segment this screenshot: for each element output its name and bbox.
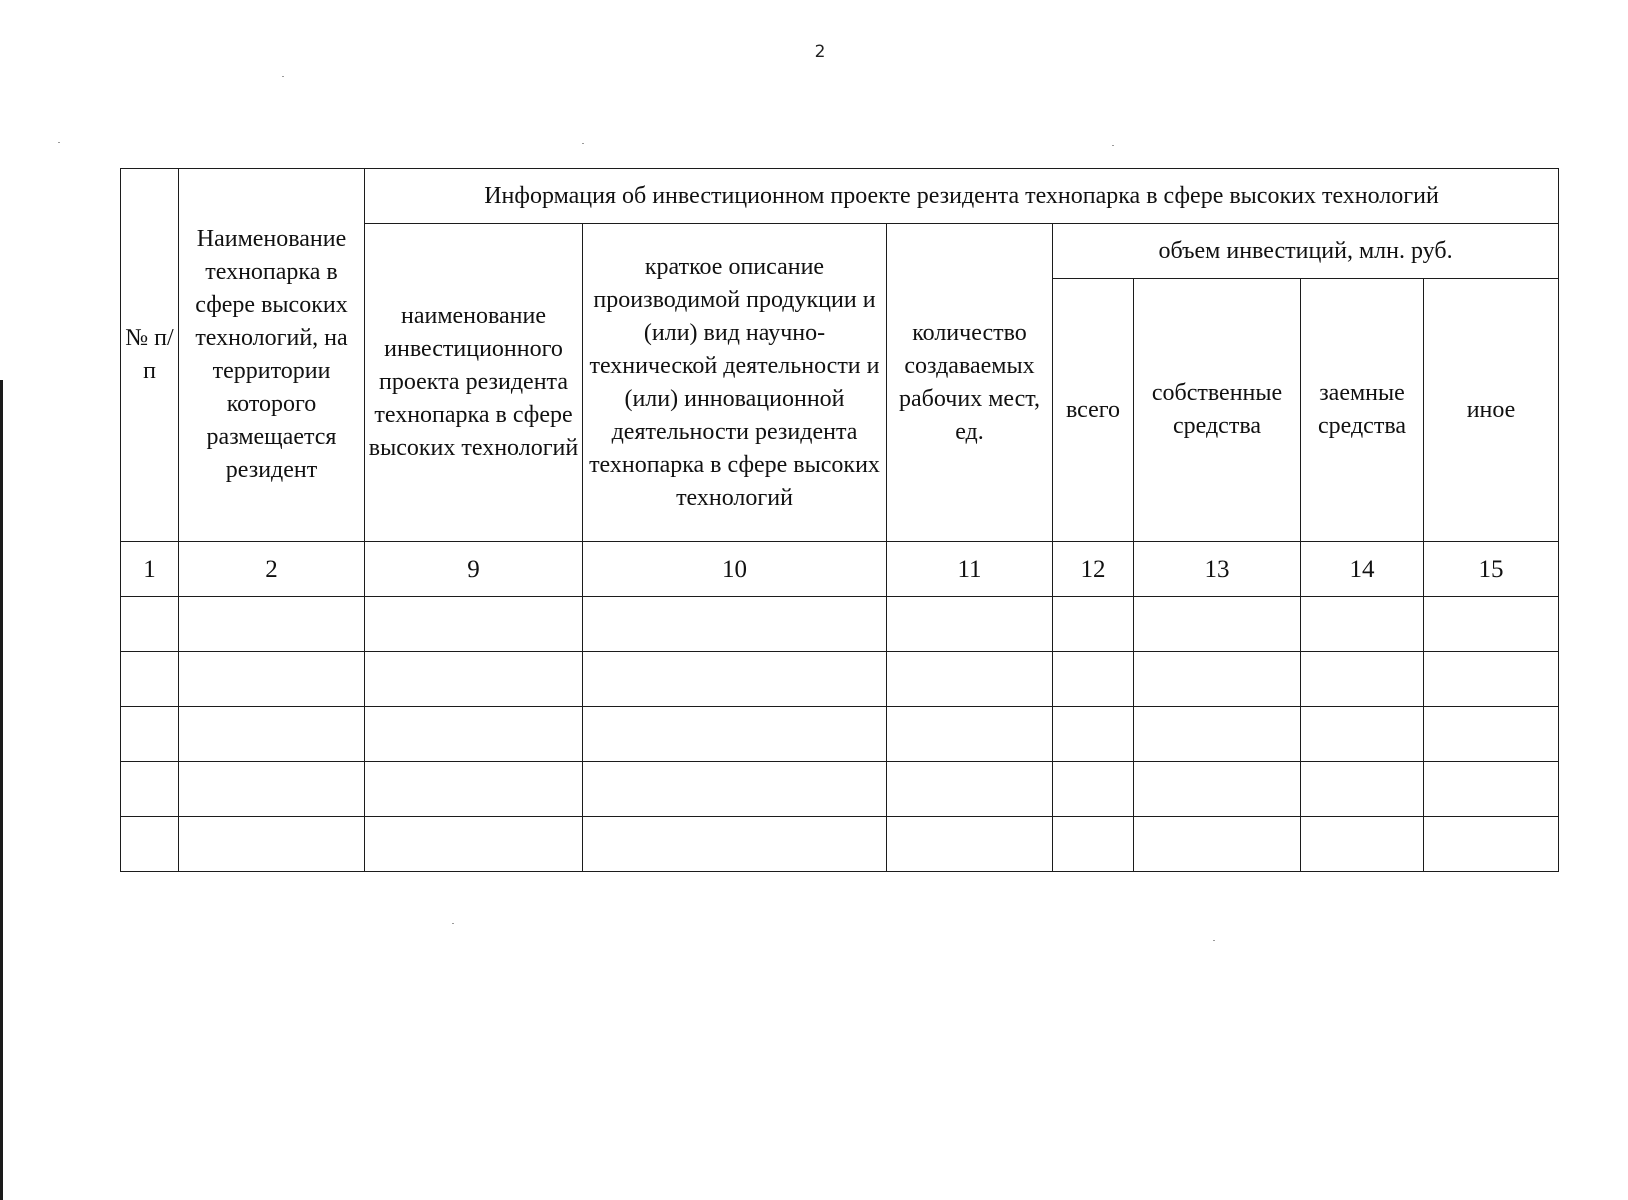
empty-cell [179, 762, 365, 817]
header-no: № п/п [121, 169, 179, 542]
empty-cell [583, 762, 887, 817]
scan-speck [1112, 145, 1114, 146]
scan-edge [0, 380, 3, 1200]
column-number: 2 [179, 542, 365, 597]
empty-cell [1134, 652, 1301, 707]
empty-cell [1053, 597, 1134, 652]
column-number: 15 [1424, 542, 1559, 597]
empty-cell [121, 652, 179, 707]
empty-cell [121, 817, 179, 872]
scan-speck [452, 923, 454, 924]
column-number: 12 [1053, 542, 1134, 597]
header-own-funds: собственные средства [1134, 279, 1301, 542]
resident-investment-table [120, 168, 1559, 872]
empty-cell [583, 707, 887, 762]
empty-table-row [121, 707, 1559, 762]
empty-cell [1301, 762, 1424, 817]
empty-cell [1301, 817, 1424, 872]
empty-cell [365, 597, 583, 652]
empty-cell [1301, 652, 1424, 707]
header-other: иное [1424, 279, 1559, 542]
empty-cell [121, 762, 179, 817]
empty-cell [583, 597, 887, 652]
column-number: 14 [1301, 542, 1424, 597]
empty-cell [887, 707, 1053, 762]
empty-cell [179, 597, 365, 652]
column-number: 13 [1134, 542, 1301, 597]
empty-cell [179, 707, 365, 762]
empty-cell [1134, 707, 1301, 762]
empty-cell [1134, 597, 1301, 652]
empty-cell [887, 817, 1053, 872]
empty-table-row [121, 597, 1559, 652]
empty-cell [365, 762, 583, 817]
empty-cell [365, 817, 583, 872]
empty-cell [1424, 652, 1559, 707]
empty-cell [365, 652, 583, 707]
empty-cell [179, 817, 365, 872]
empty-cell [1424, 597, 1559, 652]
empty-cell [121, 707, 179, 762]
empty-rows [121, 597, 1559, 872]
empty-table-row [121, 817, 1559, 872]
empty-cell [1053, 652, 1134, 707]
empty-cell [887, 762, 1053, 817]
header-jobs-count: количество создаваемых рабочих мест, ед. [887, 224, 1053, 542]
empty-cell [1424, 817, 1559, 872]
header-investment-volume: объем инвестиций, млн. руб. [1053, 224, 1559, 279]
scan-speck [282, 76, 284, 77]
column-number-row [121, 542, 1559, 597]
scan-speck [582, 143, 584, 144]
header-project-info: Информация об инвестиционном проекте резидента технопарка в сфере высоких технологий [365, 169, 1559, 224]
header-product-description: краткое описание производимой продукции и (или) вид научно-технической деятельности и (или) инновационной деятельности резидента технопарка в сфере высоких технологий [583, 224, 887, 542]
column-number: 1 [121, 542, 179, 597]
header-project-name: наименование инвестиционного проекта резидента технопарка в сфере высоких технологий [365, 224, 583, 542]
empty-cell [583, 652, 887, 707]
empty-cell [365, 707, 583, 762]
column-number: 9 [365, 542, 583, 597]
empty-cell [583, 817, 887, 872]
empty-cell [1134, 817, 1301, 872]
empty-cell [1053, 707, 1134, 762]
empty-cell [1053, 817, 1134, 872]
empty-table-row [121, 762, 1559, 817]
header-total: всего [1053, 279, 1134, 542]
empty-cell [179, 652, 365, 707]
column-number: 10 [583, 542, 887, 597]
header-borrowed-funds: заемные средства [1301, 279, 1424, 542]
empty-cell [1134, 762, 1301, 817]
empty-cell [887, 652, 1053, 707]
empty-cell [1301, 597, 1424, 652]
empty-cell [1053, 762, 1134, 817]
empty-cell [1301, 707, 1424, 762]
page-number: 2 [814, 42, 826, 62]
header-technopark-name: Наименование технопарка в сфере высоких технологий, на территории которого размещается резидент [179, 169, 365, 542]
scan-speck [1213, 940, 1215, 941]
empty-cell [1424, 762, 1559, 817]
empty-table-row [121, 652, 1559, 707]
empty-cell [121, 597, 179, 652]
column-number: 11 [887, 542, 1053, 597]
scan-speck [58, 142, 60, 143]
empty-cell [1424, 707, 1559, 762]
empty-cell [887, 597, 1053, 652]
